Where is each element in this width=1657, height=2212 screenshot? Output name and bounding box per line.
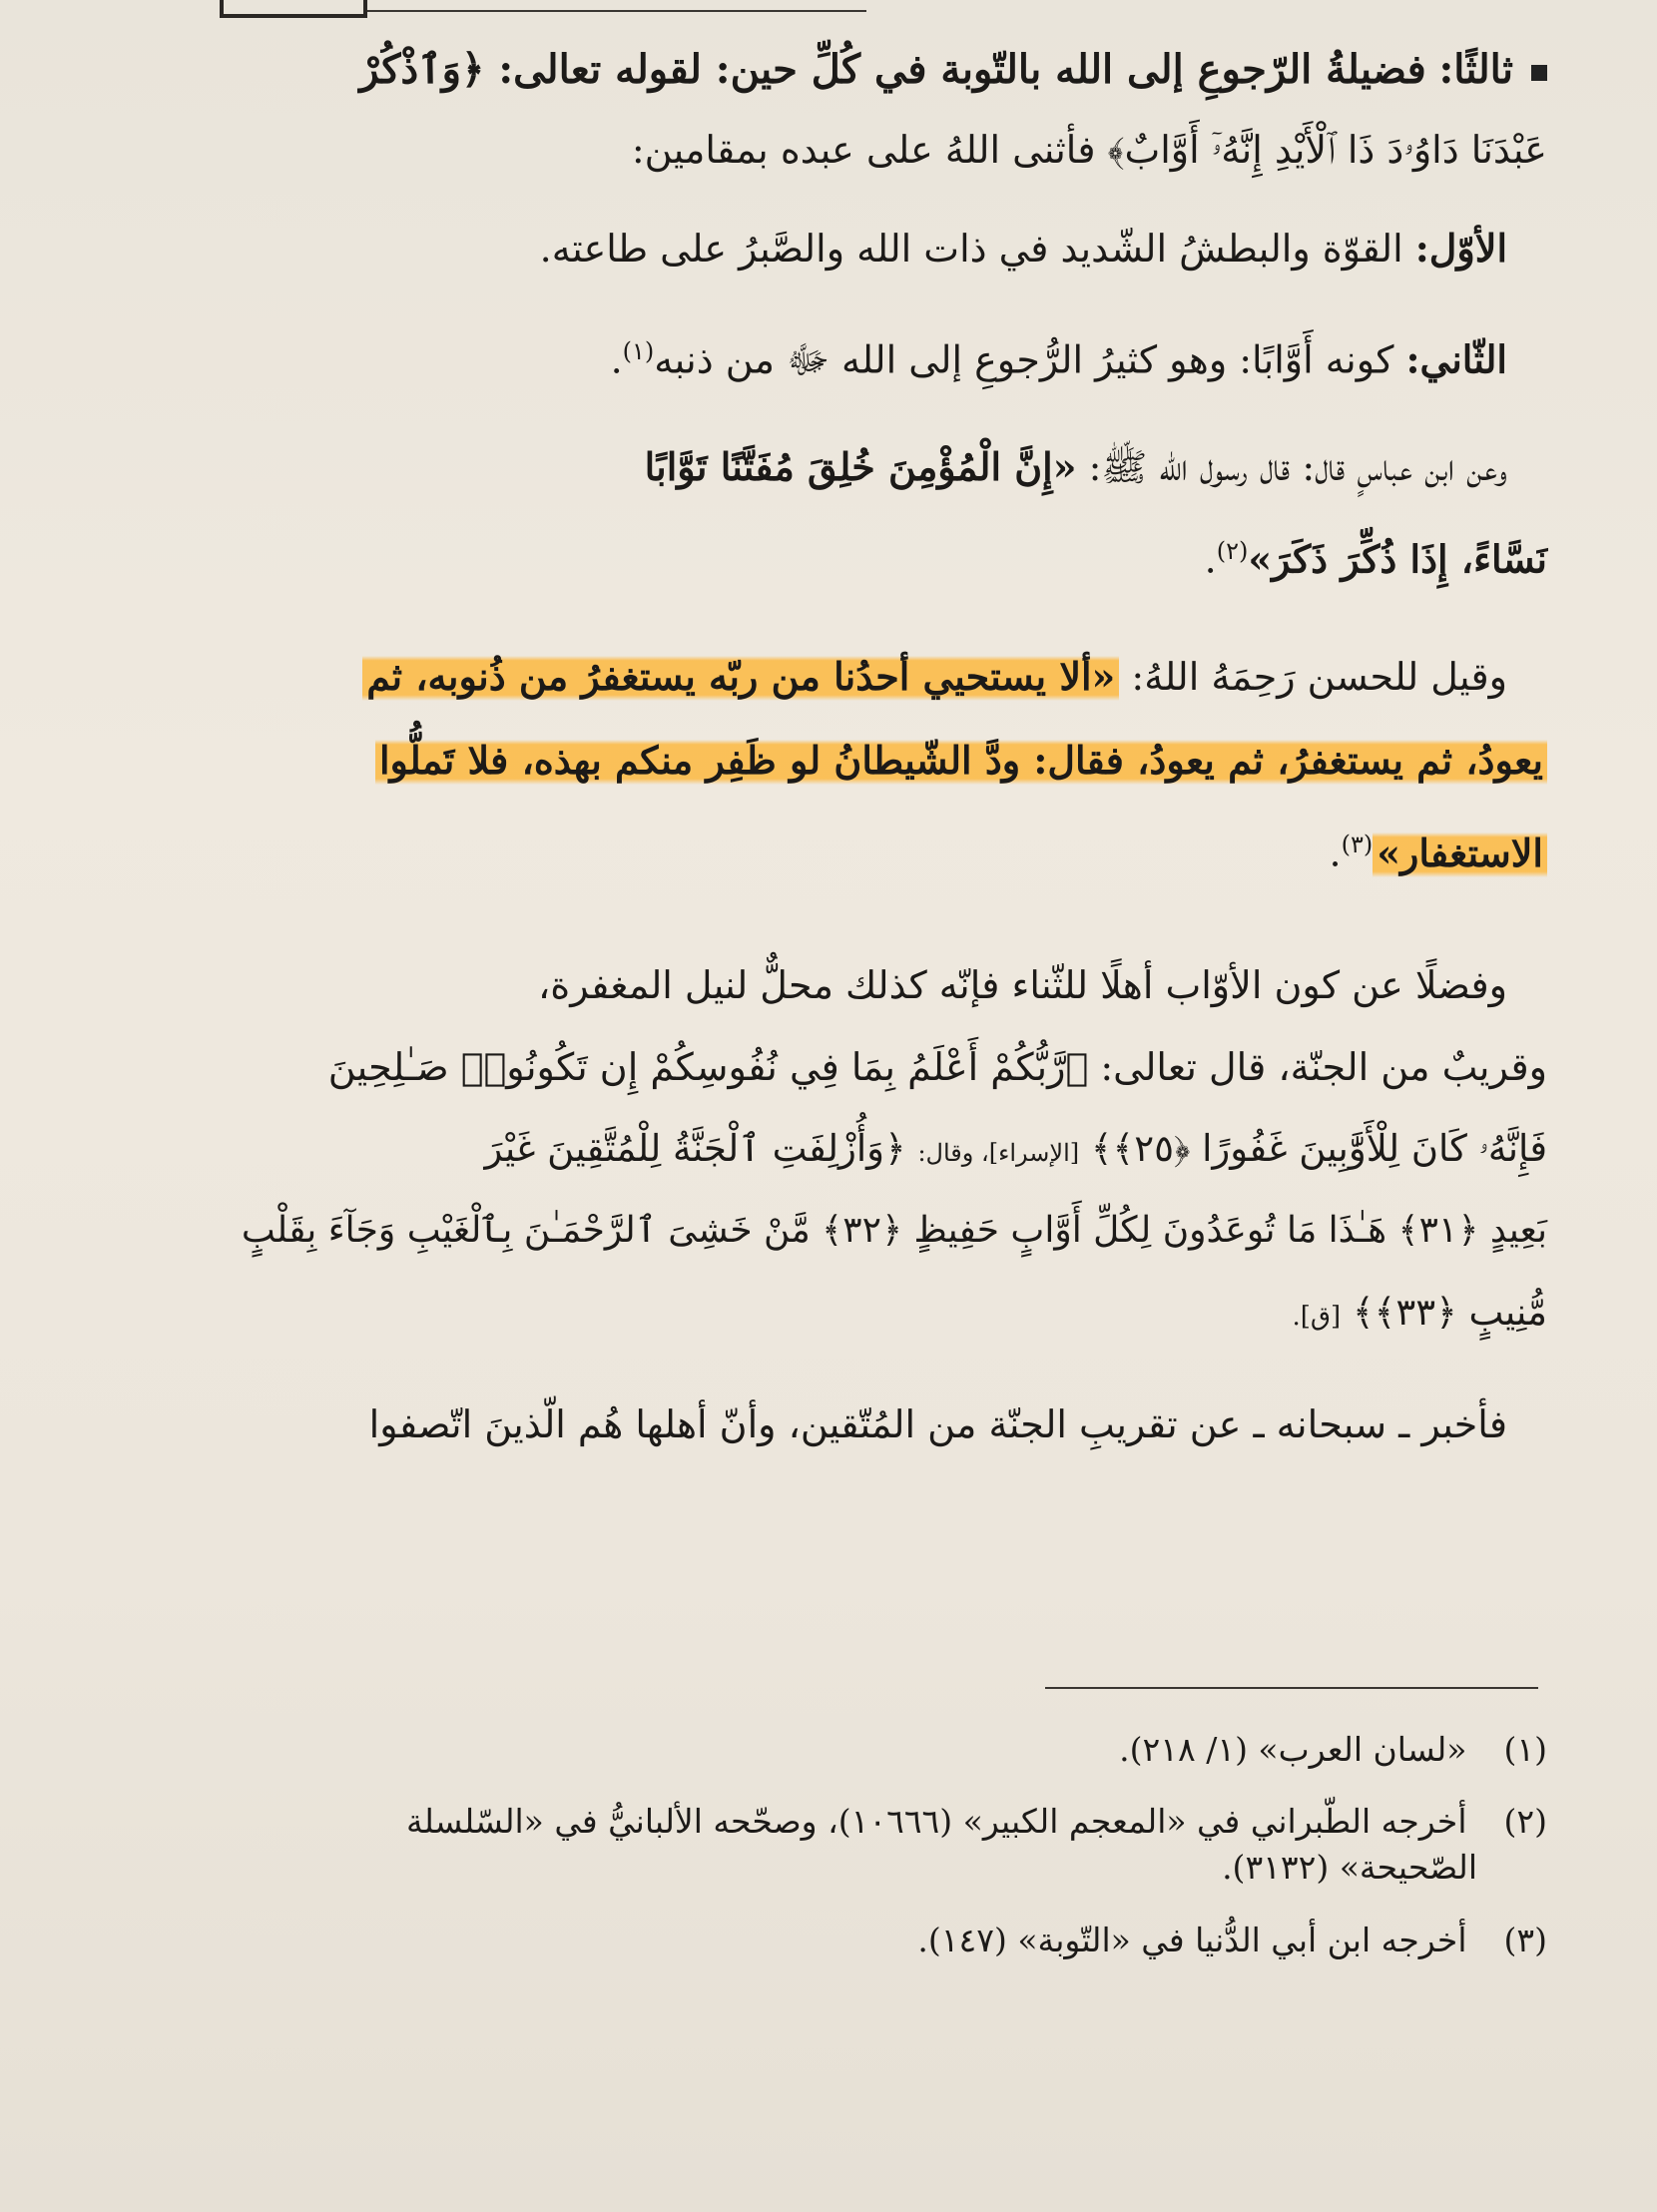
footnote-number: (٣) xyxy=(1503,1920,1547,1959)
paragraph-hasan-quote xyxy=(180,635,1547,886)
footnote-ref: (٣) xyxy=(1341,830,1374,858)
footnote-number: (٢) xyxy=(1503,1802,1547,1842)
footnote-ref: (٢) xyxy=(1216,537,1249,565)
footnote-text: أخرجه الطّبراني في «المعجم الكبير» (١٠٦٦٦)، وصحّحه الألبانيُّ في «السّلسلة xyxy=(406,1802,1467,1842)
period: . xyxy=(610,337,623,382)
station-label: الثّاني: xyxy=(1405,336,1507,382)
paragraph-second-station xyxy=(180,307,1547,395)
paragraph-third-point xyxy=(180,30,1547,190)
paragraph-text: وعن ابن عباسٍ قال: قال رسول الله ﷺ: xyxy=(1088,445,1507,489)
quran-verse: بَعِيدٍ ﴿٣١﴾ هَـٰذَا مَا تُوعَدُونَ لِكُلِّ أَوَّابٍ حَفِيظٍ ﴿٣٢﴾ مَّنْ خَشِىَ ٱلرَّحْمَـٰنَ بِٱلْغَيْبِ وَجَآءَ بِقَلْبٍ xyxy=(241,1210,1547,1251)
paragraph-text: فأثنى اللهُ على عبده بمقامين: xyxy=(631,128,1096,172)
surah-reference: [الإسراء]، وقال: xyxy=(917,1139,1080,1167)
period: . xyxy=(1329,830,1342,875)
section-label: ثالثًا: xyxy=(1438,46,1513,93)
paragraph-text: فأخبر ـ سبحانه ـ عن تقريبِ الجنّة من المُتّقين، وأنّ أهلها هُم الّذينَ اتّصفوا xyxy=(368,1402,1507,1446)
period: . xyxy=(1204,537,1217,582)
footnote-1 xyxy=(180,1727,1547,1773)
main-text xyxy=(180,30,1547,1465)
hadith-quote: «إِنَّ الْمُؤْمِنَ خُلِقَ مُفَتَّنًا تَوَّابًا xyxy=(644,444,1077,489)
quran-verse: عَبْدَنَا دَاوُۥدَ ذَا ٱلْأَيْدِ إِنَّهُۥٓ أَوَّابٌ﴾ xyxy=(1107,128,1547,172)
paragraph-text: القوّة والبطشُ الشّديد في ذات الله والصَّبرُ على طاعته. xyxy=(539,227,1403,271)
footnote-number: (١) xyxy=(1503,1730,1547,1769)
highlighted-quote: يعودُ، ثم يستغفرُ، ثم يعودُ، فقال: ودَّ الشّيطانُ لو ظَفِر منكم بهذه، فلا تَملُّوا xyxy=(375,736,1547,785)
footnote-text: أخرجه ابن أبي الدُّنيا في «التّوبة» (١٤٧). xyxy=(917,1920,1467,1959)
footnote-3 xyxy=(180,1918,1547,1963)
page-tab-edge xyxy=(220,0,367,18)
square-bullet-icon xyxy=(1531,65,1547,81)
footnote-ref: (١) xyxy=(622,337,655,365)
highlighted-quote: الاستغفار» xyxy=(1373,829,1547,877)
paragraph-first-station xyxy=(180,190,1547,307)
paragraph-text: وقريبٌ من الجنّة، قال تعالى: xyxy=(1100,1045,1547,1089)
paragraph-hadith-ibn-abbas xyxy=(180,425,1547,593)
footnote-2 xyxy=(180,1799,1547,1891)
station-label: الأوّل: xyxy=(1414,226,1507,271)
page-top-rule xyxy=(367,0,866,12)
highlighted-quote: «ألا يستحيي أحدُنا من ربّه يستغفرُ من ذُنوبه، ثم xyxy=(362,652,1119,701)
quran-verse: فَإِنَّهُۥ كَانَ لِلْأَوَّٰبِينَ غَفُورًا ﴿٢٥﴾﴾ xyxy=(1090,1127,1547,1170)
footnote-text: «لسان العرب» (١/ ٢١٨). xyxy=(1119,1730,1467,1769)
paragraph-text: وفضلًا عن كون الأوّاب أهلًا للثّناء فإنّه كذلك محلٌّ لنيل المغفرة، xyxy=(538,963,1507,1007)
hadith-quote: نَسَّاءً، إِذَا ذُكِّرَ ذَكَرَ» xyxy=(1248,536,1547,582)
footnote-separator xyxy=(1045,1687,1538,1689)
paragraph-text: وقيل للحسن رَحِمَهُ اللهُ: xyxy=(1131,655,1507,699)
footnote-text: الصّحيحة» (٣١٣٢). xyxy=(1222,1848,1477,1888)
footnotes xyxy=(180,1727,1547,1989)
quran-verse: مُّنِيبٍ ﴿٣٣﴾﴾ xyxy=(1352,1291,1547,1334)
quran-verse: ﴿وَأُزْلِفَتِ ٱلْجَنَّةُ لِلْمُتَّقِينَ غَيْرَ xyxy=(484,1127,906,1170)
quran-verse: ﴿رَّبُّكُمْ أَعْلَمُ بِمَا فِي نُفُوسِكُمْ إِن تَكُونُوا۟ صَـٰلِحِينَ xyxy=(327,1045,1089,1089)
paragraph-awwab-virtue xyxy=(180,944,1547,1354)
section-heading-text: فضيلةُ الرّجوعِ إلى الله بالتّوبة في كُلِّ حين: لقوله تعالى: ﴿وَٱذْكُرْ xyxy=(359,46,1426,93)
paragraph-continuation xyxy=(180,1383,1547,1465)
surah-reference: [ق]. xyxy=(1292,1302,1342,1332)
paragraph-text: كونه أَوَّابًا: وهو كثيرُ الرُّجوعِ إلى الله ﷻ من ذنبه xyxy=(654,337,1394,382)
